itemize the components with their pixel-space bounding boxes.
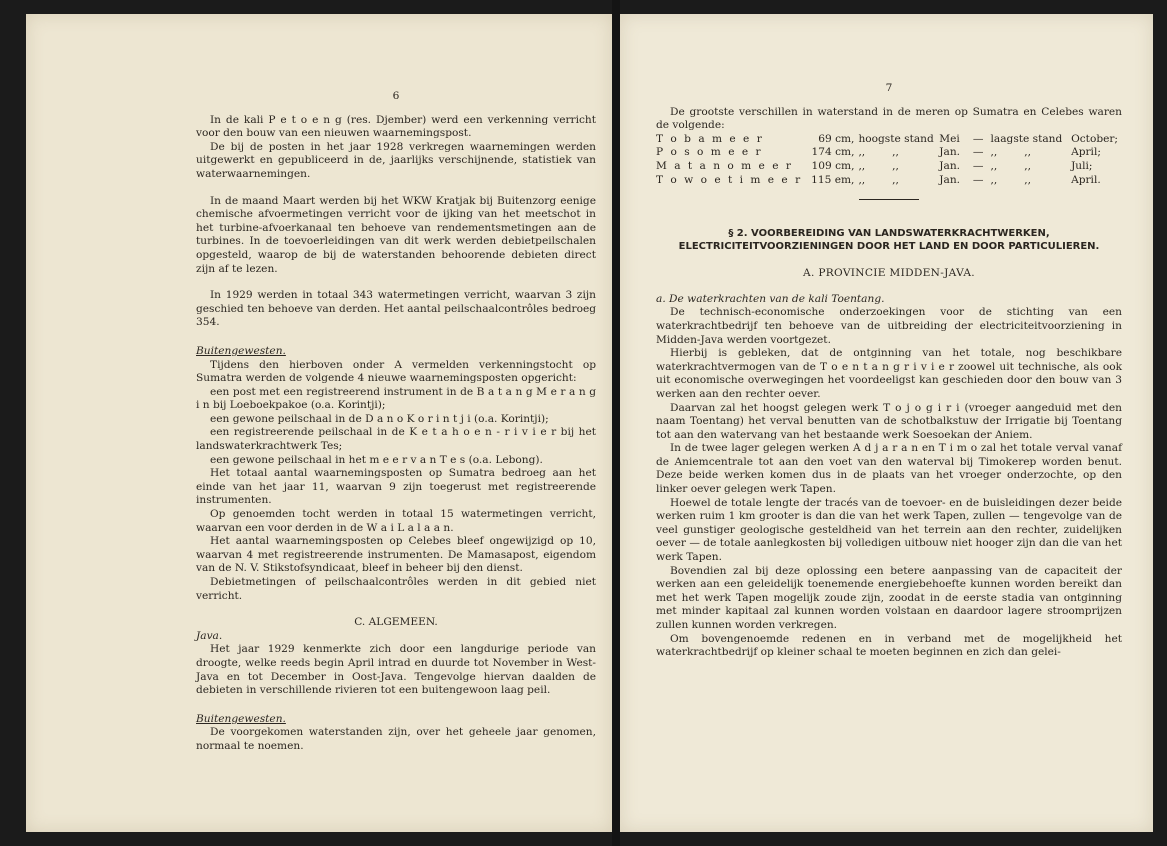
label: ,, ,, — [990, 146, 1031, 159]
section-heading: Buitengewesten. — [196, 712, 286, 725]
paragraph: Bovendien zal bij deze oplossing een betere aanpassing van de capaciteit der werken aan een geleidelijk toenemende energiebehoefte kunnen worden bereikt dan met het werk Tapen mogelijk zoude zijn, zoodat in de eerste stadia van ontginning met minder kapitaal zal kunnen worden volstaan en daardoor lagere stroomprijzen zullen kunnen worden verkregen. — [656, 564, 1122, 631]
label: ,, ,, — [858, 159, 899, 172]
right-page — [620, 14, 1153, 832]
page-number: 6 — [392, 90, 400, 102]
dash: — — [972, 146, 984, 159]
dash: — — [972, 132, 984, 145]
table-row — [656, 160, 1122, 174]
month: Juli; — [1071, 159, 1093, 172]
label: ,, ,, — [990, 173, 1031, 186]
paragraph: een gewone peilschaal in de D a n o K o r i n t j i (o.a. Korintji); — [210, 412, 549, 425]
difference: 109 cm, — [811, 159, 855, 172]
paragraph: Debietmetingen of peilschaalcontrôles werden in dit gebied niet verricht. — [196, 576, 596, 602]
paragraph: Tijdens den hierboven onder A vermelden verkenningstocht op Sumatra werden de volgende 4 nieuwe waarnemingsposten opgericht: — [196, 358, 596, 385]
lake-name: P o s o m e e r — [656, 146, 763, 159]
paragraph: Het aantal waarnemingsposten op Celebes bleef ongewijzigd op 10, waarvan 4 met registreerende instrumenten. De Mamasapost, eigendom van de N. V. Stikstofsyndicaat, bleef in beheer bij den dienst. — [196, 535, 596, 575]
difference: 174 cm, — [811, 146, 855, 159]
table-row — [656, 174, 1122, 188]
paragraph: In de kali P e t o e n g (res. Djember) werd een verkenning verricht voor den bouw van een nieuwen waarnemingspost. — [196, 113, 596, 140]
left-page — [26, 14, 612, 832]
right-page-text — [656, 82, 1122, 660]
divider — [859, 199, 919, 200]
paragraph: Hoewel de totale lengte der tracés van de toevoer- en de buisleidingen dezer beide werken ruim 1 km grooter is dan die van het werk Tapen, zullen — tengevolge van de veel gunstiger geologische gesteldheid van het terrein aan den rechter, zuidelijken oever — de totale aanlegkosten bij volledigen uitbouw niet hooger zijn dan die van het werk Tapen. — [656, 496, 1122, 564]
paragraph: Om bovengenoemde redenen en in verband met de mogelijkheid het waterkrachtbedrijf op kleiner schaal te moeten beginnen en zich dan gelei- — [656, 632, 1122, 659]
paragraph: De voorgekomen waterstanden zijn, over het geheele jaar genomen, normaal te noemen. — [196, 726, 596, 752]
paragraph: Het totaal aantal waarnemingsposten op Sumatra bedroeg aan het einde van het jaar 11, waarvan 9 zijn toegerust met registreerende instrumenten. — [196, 467, 596, 507]
month: Jan. — [939, 146, 961, 159]
month: April; — [1071, 146, 1101, 159]
table-row — [656, 146, 1122, 160]
paragraph: De technisch-economische onderzoekingen voor de stichting van een waterkrachtbedrijf ten behoeve van de uitbreiding der electriciteitvoorziening in Midden-Java werden voortgezet. — [656, 306, 1122, 346]
paragraph: In de maand Maart werden bij het WKW Kratjak bij Buitenzorg eenige chemische afvoermetingen verricht voor de ijking van het meetschot in het turbine-afvoerkanaal ten behoeve van rendementsmetingen aan de turbines. In de toevoerleidingen van dit werk werden debietpeilschalen opgesteld, waarop de bij de waterstanden behoorende debieten direct zijn af te lezen. — [196, 194, 596, 275]
month: April. — [1071, 173, 1101, 186]
month: October; — [1071, 132, 1118, 145]
difference: 115 em, — [811, 173, 855, 186]
subsection-title: A. PROVINCIE MIDDEN-JAVA. — [803, 267, 975, 280]
left-page-text — [196, 90, 596, 754]
paragraph: Op genoemden tocht werden in totaal 15 watermetingen verricht, waarvan een voor derden in de W a i L a l a a n. — [196, 508, 596, 534]
paragraph: Hierbij is gebleken, dat de ontginning van het totale, nog beschikbare waterkrachtvermogen van de T o e n t a n g r i v i e r zoowel uit technische, als ook uit economische overwegingen het voordeeligst kan geschieden door den bouw van 3 werken aan den rechter oever. — [656, 347, 1122, 400]
month: Jan. — [939, 159, 961, 172]
lake-levels-table — [656, 133, 1122, 187]
label: laagste stand — [990, 132, 1063, 145]
section-heading: Java. — [196, 629, 223, 642]
month: Jan. — [939, 173, 961, 186]
paragraph: een registreerende peilschaal in de K e t a h o e n - r i v i e r bij het landswaterkrachtwerk Tes; — [196, 426, 596, 453]
paragraph: een post met een registreerend instrument in de B a t a n g M e r a n g i n bij Loeboekpakoe (o.a. Korintji); — [196, 385, 596, 412]
lake-name: T o b a m e e r — [656, 132, 764, 145]
section-heading: Buitengewesten. — [196, 344, 286, 357]
section-heading: C. ALGEMEEN. — [354, 616, 438, 629]
book-gutter — [612, 0, 620, 846]
paragraph: In de twee lager gelegen werken A d j a r a n en T i m o zal het totale verval vanaf de Aniemcentrale tot aan den voet van den waterval bij Timokerep worden benut. Deze beide werken komen dus in de plaats van het vroeger onderzochte, op den linker oever gelegen werk Tapen. — [656, 442, 1122, 496]
dash: — — [972, 159, 984, 172]
table-row — [656, 133, 1122, 147]
dash: — — [972, 173, 984, 186]
lake-name: T o w o e t i m e e r — [656, 173, 803, 186]
paragraph: Het jaar 1929 kenmerkte zich door een langdurige periode van droogte, welke reeds begin April intrad en duurde tot November in West-Java en tot December in Oost-Java. Tengevolge hiervan daalden de debieten in verschillende rivieren tot een buitengewoon laag peil. — [196, 643, 596, 697]
paragraph: een gewone peilschaal in het m e e r v a n T e s (o.a. Lebong). — [210, 453, 543, 466]
lake-name: M a t a n o m e e r — [656, 159, 793, 172]
section-title: § 2. VOORBEREIDING VAN LANDSWATERKRACHTWERKEN, ELECTRICITEITVOORZIENINGEN DOOR HET LAND EN DOOR PARTICULIEREN. — [678, 228, 1100, 252]
paragraph: De bij de posten in het jaar 1928 verkregen waarnemingen werden uitgewerkt en gepubliceerd in de, jaarlijks verschijnende, statistiek van waterwaarnemingen. — [196, 140, 596, 180]
paragraph: In 1929 werden in totaal 343 watermetingen verricht, waarvan 3 zijn geschied ten behoeve van derden. Het aantal peilschaalcontrôles bedroeg 354. — [196, 289, 596, 329]
difference: 69 cm, — [818, 132, 855, 145]
label: ,, ,, — [858, 146, 899, 159]
label: ,, ,, — [990, 159, 1031, 172]
page-number: 7 — [885, 82, 893, 94]
subsection-heading: a. De waterkrachten van de kali Toentang. — [656, 292, 885, 305]
paragraph: De grootste verschillen in waterstand in de meren op Sumatra en Celebes waren de volgende: — [656, 105, 1122, 132]
paragraph: Daarvan zal het hoogst gelegen werk T o j o g i r i (vroeger aangeduid met den naam Toentang) het verval benutten van de schotbalkstuw der Irrigatie bij Toentang tot aan den watervang van het bestaande werk Soesoekan der Aniem. — [656, 401, 1122, 441]
label: hoogste stand — [858, 132, 934, 145]
label: ,, ,, — [858, 173, 899, 186]
month: Mei — [939, 132, 960, 145]
